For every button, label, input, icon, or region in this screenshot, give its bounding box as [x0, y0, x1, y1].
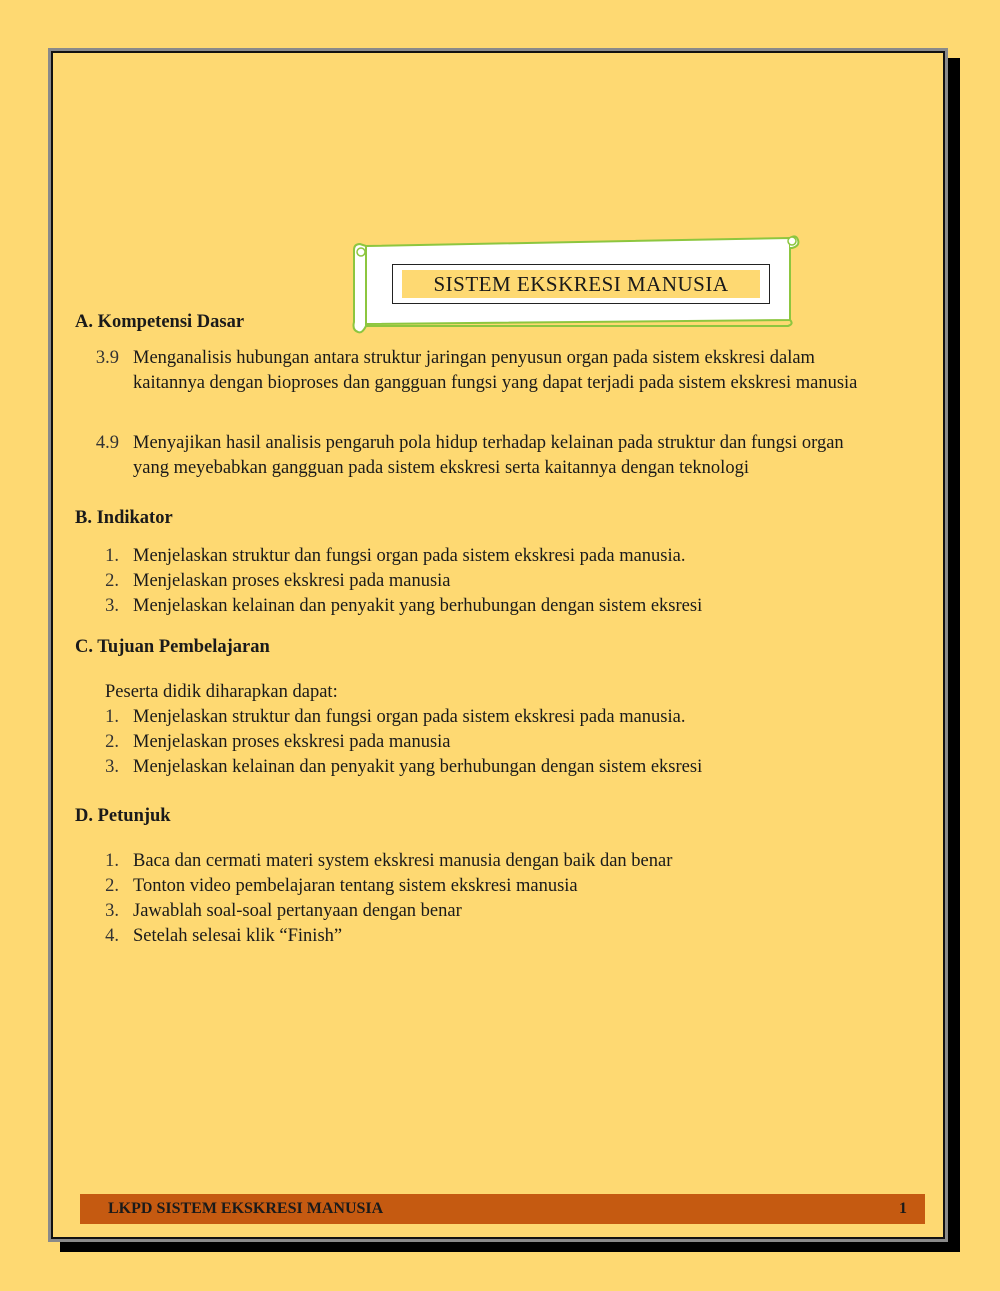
- page-inner: [56, 56, 940, 1234]
- item-number: 2.: [105, 571, 119, 591]
- item-text: kaitannya dengan bioproses dan gangguan fungsi yang dapat terjadi pada sistem ekskresi manusia: [133, 373, 858, 393]
- list-item: [75, 705, 935, 730]
- item-number: 2.: [105, 732, 119, 752]
- list-item: [75, 730, 935, 755]
- section-heading-kompetensi: A. Kompetensi Dasar: [75, 312, 245, 332]
- title-box: [392, 264, 770, 304]
- item-text: Jawablah soal-soal pertanyaan dengan benar: [133, 901, 462, 921]
- item-number: 1.: [105, 851, 119, 871]
- list-item: [75, 899, 935, 924]
- item-text: yang meyebabkan gangguan pada sistem ekskresi serta kaitannya dengan teknologi: [133, 458, 749, 478]
- section-heading-indikator: B. Indikator: [75, 508, 173, 528]
- item-number: 2.: [105, 876, 119, 896]
- page-footer: [80, 1194, 925, 1224]
- page-title: SISTEM EKSKRESI MANUSIA: [402, 270, 760, 298]
- page-number: 1: [899, 1200, 907, 1217]
- item-text: Menganalisis hubungan antara struktur jaringan penyusun organ pada sistem ekskresi dalam: [133, 348, 815, 368]
- item-text: Menjelaskan kelainan dan penyakit yang berhubungan dengan sistem eksresi: [133, 596, 703, 616]
- item-text: Menjelaskan struktur dan fungsi organ pada sistem ekskresi pada manusia.: [133, 707, 686, 727]
- item-number: 3.9: [95, 348, 119, 368]
- item-text: Setelah selesai klik “Finish”: [133, 926, 343, 946]
- intro-text: Peserta didik diharapkan dapat:: [105, 682, 338, 702]
- item-number: 3.: [105, 901, 119, 921]
- list-item: [75, 924, 935, 949]
- section-heading-tujuan: C. Tujuan Pembelajaran: [75, 637, 270, 657]
- item-number: 3.: [105, 596, 119, 616]
- list-item: [75, 346, 935, 398]
- list-item: [75, 431, 935, 483]
- list-item: [75, 849, 935, 874]
- page-frame: [48, 48, 948, 1242]
- list-item: [75, 874, 935, 899]
- item-text: Menyajikan hasil analisis pengaruh pola hidup terhadap kelainan pada struktur dan fungsi organ: [133, 433, 844, 453]
- item-number: 1.: [105, 707, 119, 727]
- item-text: Baca dan cermati materi system ekskresi manusia dengan baik dan benar: [133, 851, 673, 871]
- item-text: Tonton video pembelajaran tentang sistem ekskresi manusia: [133, 876, 578, 896]
- footer-label: LKPD SISTEM EKSKRESI MANUSIA: [108, 1200, 384, 1217]
- item-number: 1.: [105, 546, 119, 566]
- item-number: 4.9: [95, 433, 119, 453]
- item-text: Menjelaskan kelainan dan penyakit yang berhubungan dengan sistem eksresi: [133, 757, 703, 777]
- title-scroll-banner: [352, 234, 802, 338]
- list-item: [75, 544, 935, 569]
- list-item: [75, 755, 935, 780]
- item-number: 4.: [105, 926, 119, 946]
- item-text: Menjelaskan proses ekskresi pada manusia: [133, 732, 451, 752]
- item-number: 3.: [105, 757, 119, 777]
- list-item: [75, 569, 935, 594]
- list-item: [75, 594, 935, 619]
- item-text: Menjelaskan struktur dan fungsi organ pada sistem ekskresi pada manusia.: [133, 546, 686, 566]
- section-heading-petunjuk: D. Petunjuk: [75, 806, 171, 826]
- item-text: Menjelaskan proses ekskresi pada manusia: [133, 571, 451, 591]
